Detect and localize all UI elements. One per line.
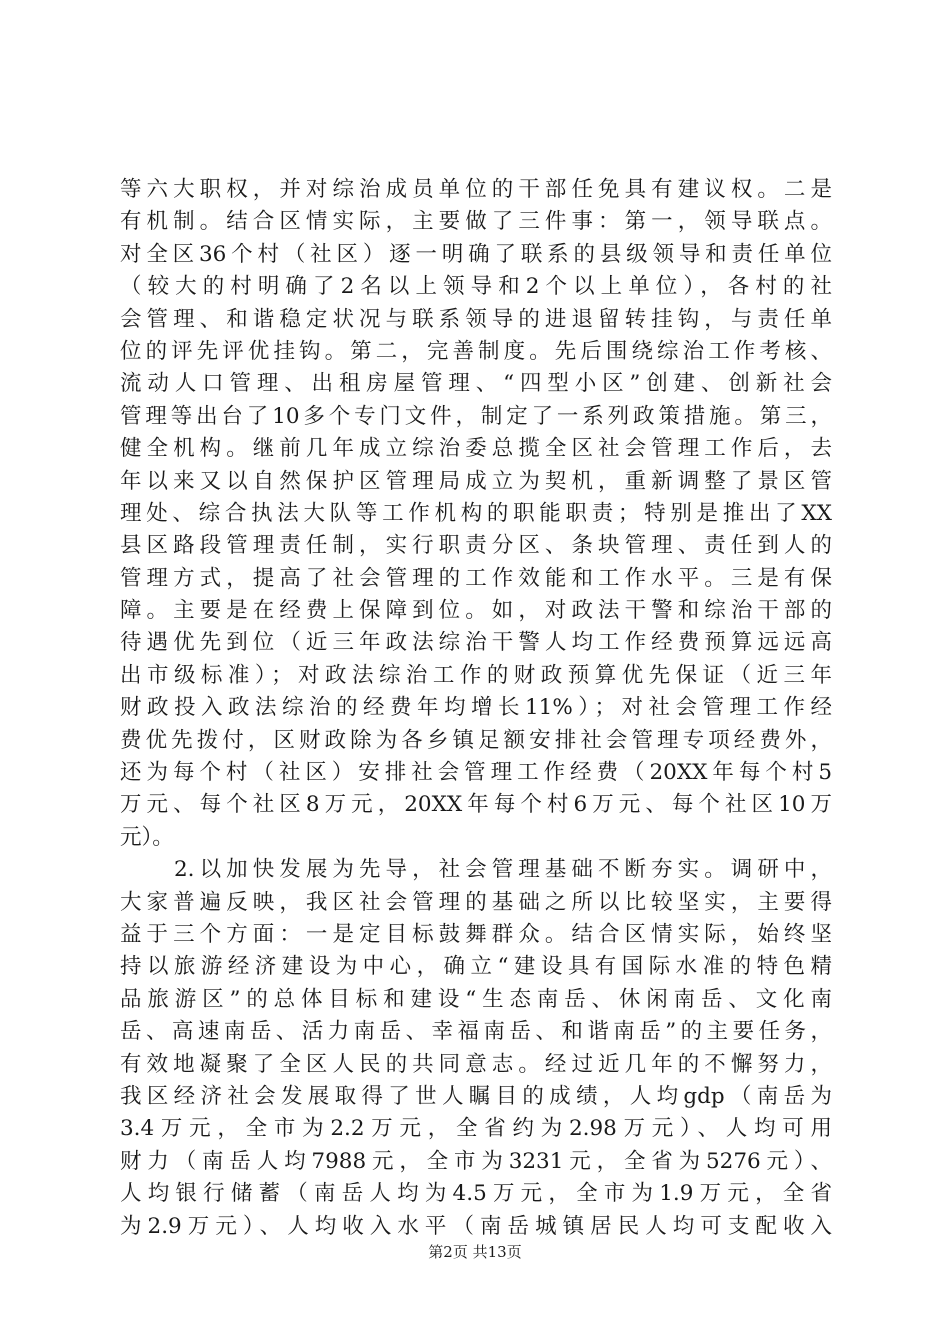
page-number-footer: 第2页 共13页 — [428, 1243, 522, 1261]
text-line: 我区经济社会发展取得了世人瞩目的成绩，人均gdp（南岳为 — [120, 1083, 832, 1109]
text-line: 万元、每个社区8万元，20XX年每个村6万元、每个社区10万 — [120, 792, 832, 818]
text-line: 益于三个方面：一是定目标鼓舞群众。结合区情实际，始终坚 — [120, 921, 832, 947]
text-line: 流动人口管理、出租房屋管理、“四型小区”创建、创新社会 — [120, 371, 832, 397]
text-line: 3.4万元，全市为2.2万元，全省约为2.98万元）、人均可用 — [120, 1116, 832, 1142]
text-line: 理处、综合执法大队等工作机构的职能职责；特别是推出了XX — [120, 500, 832, 526]
text-line: 人均银行储蓄（南岳人均为4.5万元，全市为1.9万元，全省 — [120, 1181, 832, 1207]
text-line: 会管理、和谐稳定状况与联系领导的进退留转挂钩，与责任单 — [120, 306, 832, 332]
text-line: 年以来又以自然保护区管理局成立为契机，重新调整了景区管 — [120, 468, 832, 494]
text-line: 元）。 — [120, 824, 174, 850]
text-line: 等六大职权，并对综治成员单位的干部任免具有建议权。二是 — [120, 177, 832, 202]
text-line: （较大的村明确了2名以上领导和2个以上单位），各村的社 — [120, 274, 832, 300]
text-line: 为2.9万元）、人均收入水平（南岳城镇居民人均可支配收入 — [120, 1213, 832, 1239]
text-line: 对全区36个村（社区）逐一明确了联系的县级领导和责任单位 — [120, 241, 832, 267]
text-line: 有效地凝聚了全区人民的共同意志。经过近几年的不懈努力， — [120, 1051, 832, 1077]
text-line: 财力（南岳人均7988元，全市为3231元，全省为5276元）、 — [120, 1148, 832, 1174]
text-line: 管理等出台了10多个专门文件，制定了一系列政策措施。第三， — [120, 403, 832, 429]
text-line: 管理方式，提高了社会管理的工作效能和工作水平。三是有保 — [120, 565, 832, 591]
text-line: 出市级标准）；对政法综治工作的财政预算优先保证（近三年 — [120, 662, 832, 688]
text-line: 品旅游区”的总体目标和建设“生态南岳、休闲南岳、文化南 — [120, 986, 832, 1012]
text-line: 费优先拨付，区财政除为各乡镇足额安排社会管理专项经费外， — [120, 727, 832, 753]
text-line: 障。主要是在经费上保障到位。如，对政法干警和综治干部的 — [120, 598, 832, 624]
text-line: 大家普遍反映，我区社会管理的基础之所以比较坚实，主要得 — [120, 889, 832, 915]
paragraph-start-line: 2.以加快发展为先导，社会管理基础不断夯实。调研中， — [174, 857, 832, 883]
text-line: 岳、高速南岳、活力南岳、幸福南岳、和谐南岳”的主要任务， — [120, 1019, 832, 1045]
text-line: 位的评先评优挂钩。第二，完善制度。先后围绕综治工作考核、 — [120, 338, 832, 364]
body-text — [120, 174, 832, 1243]
text-line: 有机制。结合区情实际，主要做了三件事：第一，领导联点。 — [120, 209, 832, 235]
text-line: 县区路段管理责任制，实行职责分区、条块管理、责任到人的 — [120, 533, 832, 559]
text-line: 待遇优先到位（近三年政法综治干警人均工作经费预算远远高 — [120, 630, 832, 656]
text-line: 还为每个村（社区）安排社会管理工作经费（20XX年每个村5 — [120, 760, 832, 786]
text-line: 财政投入政法综治的经费年均增长11%）；对社会管理工作经 — [120, 695, 832, 721]
text-line: 持以旅游经济建设为中心，确立“建设具有国际水准的特色精 — [120, 954, 832, 980]
text-line: 健全机构。继前几年成立综治委总揽全区社会管理工作后，去 — [120, 436, 832, 462]
